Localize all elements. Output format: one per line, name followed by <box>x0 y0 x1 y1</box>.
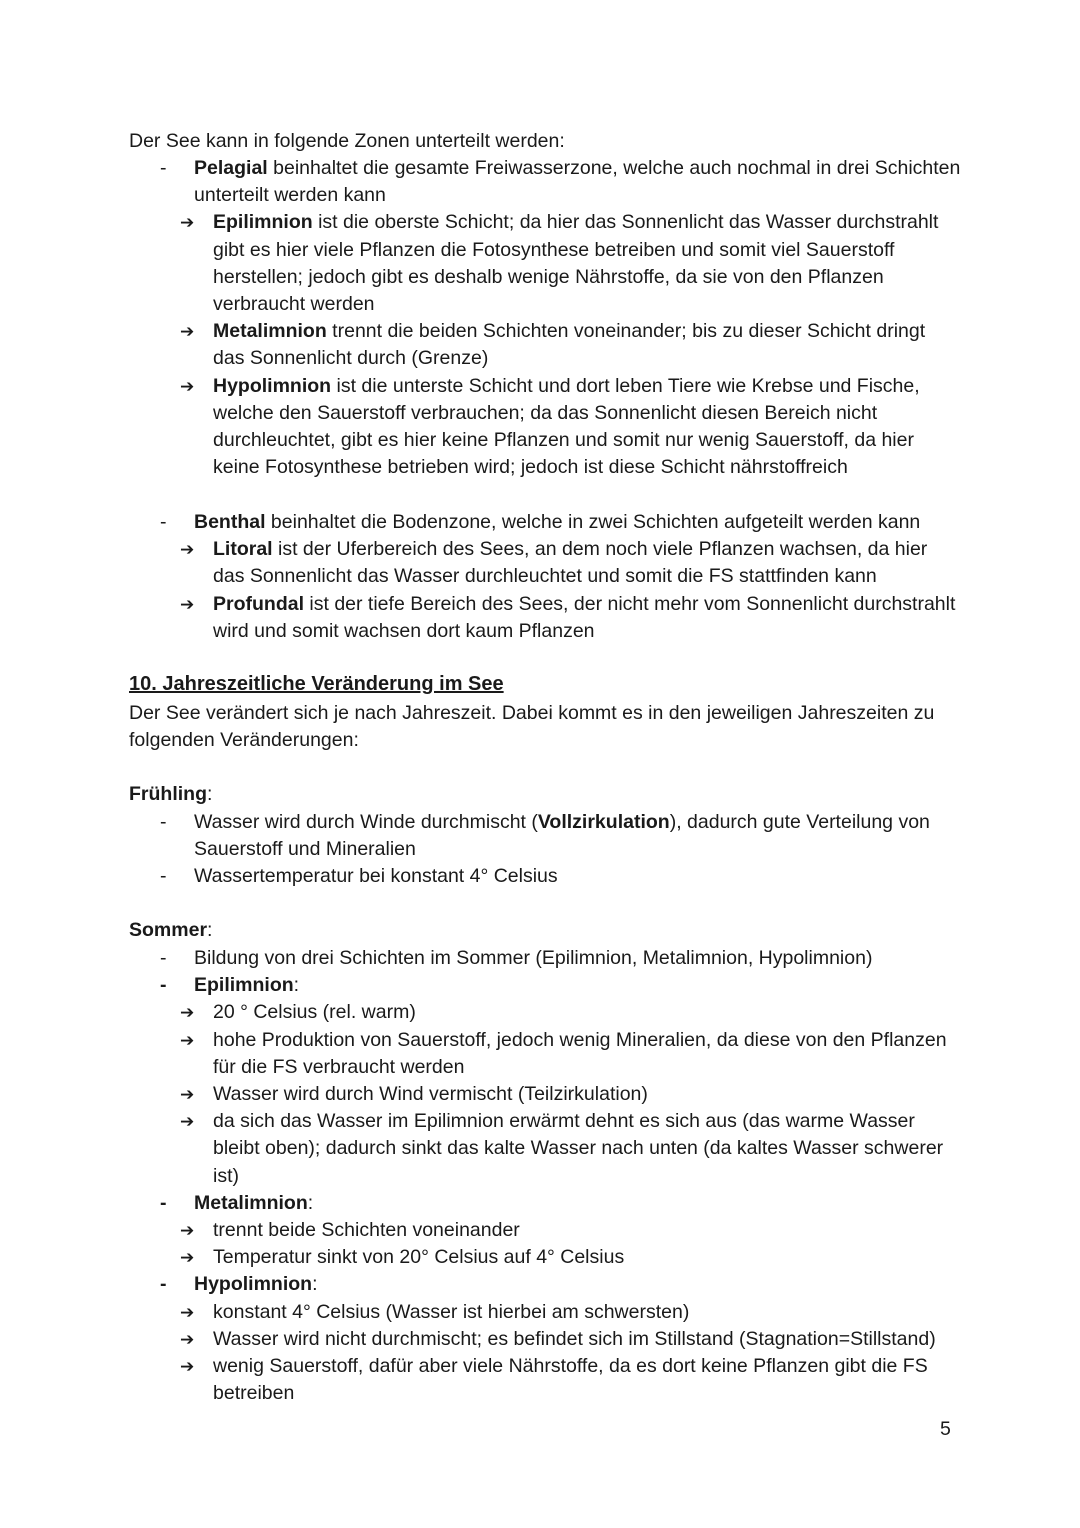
metalimnion-text: trennt die beiden Schichten voneinander; bis zu dieser Schicht dringt das Sonnenlicht durch (Grenze) <box>213 320 926 370</box>
summer-hypo-item-2: ➔ Wasser wird nicht durchmischt; es befindet sich im Stillstand (Stagnation=Stillstand) <box>213 1326 958 1353</box>
summer-epilimnion-colon: : <box>293 974 300 997</box>
section-heading: 10. Jahreszeitliche Veränderung im See <box>129 673 504 695</box>
spring-item-1 <box>194 809 964 863</box>
summer-epi-item-3: ➔ Wasser wird durch Wind vermischt (Teilzirkulation) <box>213 1081 958 1108</box>
spring-label-colon: : <box>206 783 213 805</box>
spring-item-1-before: Wasser wird durch Winde durchmischt ( <box>194 811 538 833</box>
litoral-text: ist der Uferbereich des Sees, an dem noch viele Pflanzen wachsen, da hier das Sonnenlicht das Wasser durchleuchtet und somit die FS stattfinden kann <box>213 538 928 588</box>
benthal-item <box>194 509 964 536</box>
spring-label-text: Frühling <box>129 783 207 805</box>
hypolimnion-text: ist die unterste Schicht und dort leben Tiere wie Krebse und Fische, welche den Sauerstoff verbrauchen; da das Sonnenlicht diesen Bereich nicht durchleuchtet, gibt es hier keine Pflanzen und somit nur wenig Sauerstoff, da hier keine Fotosynthese betrieben wird; jedoch ist diese Schicht nährstoffreich <box>213 374 920 479</box>
summer-label-text: Sommer <box>129 919 208 941</box>
pelagial-text: beinhaltet die gesamte Freiwasserzone, welche auch nochmal in drei Schichten unterteilt werden kann <box>194 157 961 207</box>
summer-hypolimnion-label <box>194 1271 964 1298</box>
litoral-term: Litoral <box>213 538 273 561</box>
summer-epi-item-2: ➔ hohe Produktion von Sauerstoff, jedoch wenig Mineralien, da diese von den Pflanzen für die FS verbraucht werden <box>213 1027 958 1081</box>
hypolimnion-item <box>213 373 958 482</box>
metalimnion-item <box>213 318 958 372</box>
hypolimnion-term: Hypolimnion <box>213 374 332 397</box>
benthal-term: Benthal <box>194 511 266 533</box>
summer-epilimnion-label-text: Epilimnion <box>194 974 294 997</box>
summer-hypo-item-3: ➔ wenig Sauerstoff, dafür aber viele Nährstoffe, da es dort keine Pflanzen gibt die FS betreiben <box>213 1353 958 1407</box>
intro-text: Der See kann in folgende Zonen unterteilt werden: <box>129 130 565 152</box>
spring-item-1-bold: Vollzirkulation <box>537 811 670 833</box>
benthal-text: beinhaltet die Bodenzone, welche in zwei Schichten aufgeteilt werden kann <box>265 511 921 533</box>
summer-label <box>129 917 212 944</box>
epilimnion-term: Epilimnion <box>213 211 313 234</box>
summer-epi-item-1: ➔ 20 ° Celsius (rel. warm) <box>213 999 958 1026</box>
section-intro: Der See verändert sich je nach Jahreszeit. Dabei kommt es in den jeweiligen Jahreszeiten zu folgenden Veränderungen: <box>129 702 935 752</box>
pelagial-term: Pelagial <box>194 157 268 179</box>
summer-metalimnion-label <box>194 1190 964 1217</box>
page-number: 5 <box>940 1418 951 1440</box>
summer-epi-item-4: ➔ da sich das Wasser im Epilimnion erwärmt dehnt es sich aus (das warme Wasser bleibt oben); dadurch sinkt das kalte Wasser nach unten (da kaltes Wasser schwerer ist) <box>213 1108 958 1190</box>
summer-hypolimnion-colon: : <box>312 1273 318 1296</box>
spring-item-1-after: ), dadurch gute Verteilung von Sauerstoff und Mineralien <box>194 811 930 861</box>
summer-hypo-item-1: ➔ konstant 4° Celsius (Wasser ist hierbei am schwersten) <box>213 1299 958 1326</box>
metalimnion-term: Metalimnion <box>213 320 327 343</box>
pelagial-section <box>0 155 1080 481</box>
profundal-text: ist der tiefe Bereich des Sees, der nicht mehr vom Sonnenlicht durchstrahlt wird und somit wachsen dort kaum Pflanzen <box>213 592 956 642</box>
summer-meta-item-2: ➔ Temperatur sinkt von 20° Celsius auf 4° Celsius <box>213 1244 958 1271</box>
summer-item-1: - Bildung von drei Schichten im Sommer (Epilimnion, Metalimnion, Hypolimnion) <box>194 945 964 972</box>
summer-metalimnion-colon: : <box>307 1191 314 1214</box>
summer-hypolimnion-label-text: Hypolimnion <box>194 1273 313 1296</box>
epilimnion-text: ist die oberste Schicht; da hier das Sonnenlicht das Wasser durchstrahlt gibt es hier viele Pflanzen die Fotosynthese betreiben und somit viel Sauerstoff herstellen; jedoch gibt es deshalb wenige Nährstoffe, da sie von den Pflanzen verbraucht werden <box>213 211 939 316</box>
summer-label-colon: : <box>207 919 213 941</box>
epilimnion-item <box>213 209 958 318</box>
summer-list <box>0 945 1080 1407</box>
pelagial-item <box>194 155 964 209</box>
spring-label <box>129 781 212 808</box>
summer-metalimnion-label-text: Metalimnion <box>194 1191 308 1214</box>
profundal-term: Profundal <box>213 592 304 615</box>
summer-meta-item-1: ➔ trennt beide Schichten voneinander <box>213 1217 958 1244</box>
summer-epilimnion-label <box>194 972 964 999</box>
spring-list <box>0 809 1080 891</box>
spring-item-2: - Wassertemperatur bei konstant 4° Celsius <box>194 863 964 890</box>
benthal-section <box>0 509 1080 645</box>
profundal-item <box>213 591 958 645</box>
litoral-item <box>213 536 958 590</box>
